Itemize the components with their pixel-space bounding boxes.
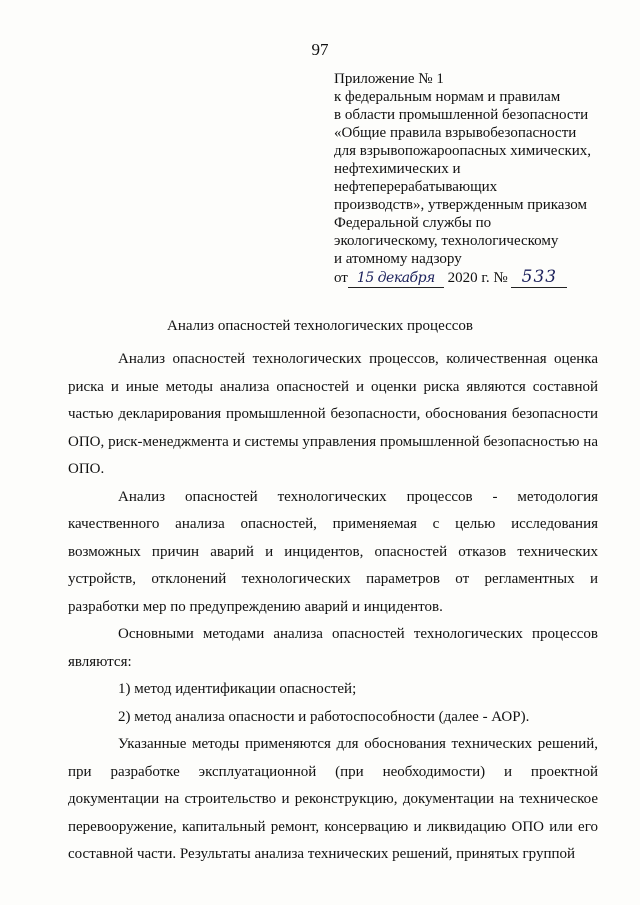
document-body [68, 346, 598, 869]
handwritten-date: 15 декабря [356, 270, 435, 286]
order-year: 2020 г. № [447, 270, 508, 286]
page-number: 97 [311, 40, 329, 59]
paragraph: Анализ опасностей технологических процессов - методология качественного анализа опасностей, применяемая с целью исследования возможных причин аварий и инцидентов, опасностей отказов технических устройств, отклонений технологических параметров от регламентных и разработки мер по предупреждению аварий и инцидентов. [68, 488, 598, 615]
section-heading: Анализ опасностей технологических процессов [166, 318, 474, 334]
appendix-line: к федеральным нормам и правилам [334, 89, 561, 105]
appendix-line: «Общие правила взрывобезопасности [334, 125, 577, 141]
appendix-header [334, 70, 624, 288]
appendix-line: нефтеперерабатывающих [334, 179, 498, 195]
appendix-line: производств», утвержденным приказом [334, 197, 588, 213]
paragraph: Анализ опасностей технологических процессов, количественная оценка риска и иные методы анализа опасностей и оценки риска являются составной частью декларирования промышленной безопасности, обоснования безопасности ОПО, риск-менеджмента и системы управления промышленной безопасностью на ОПО. [68, 351, 598, 477]
handwritten-order-number: 533 [521, 267, 558, 287]
appendix-line: Федеральной службы по [334, 215, 492, 231]
appendix-line: в области промышленной безопасности [334, 107, 589, 123]
appendix-line: для взрывопожароопасных химических, [334, 143, 592, 159]
paragraph: Указанные методы применяются для обоснования технических решений, при разработке эксплуатационной (при необходимости) и проектной документации на строительство и реконструкцию, документации на техническое перевооружение, капитальный ремонт, консервацию и ликвидацию ОПО или его составной части. Результаты анализа технических решений, принятых группой [68, 736, 598, 862]
order-date-line [334, 268, 624, 288]
appendix-line: экологическому, технологическому [334, 233, 559, 249]
date-prefix: от [334, 270, 348, 286]
appendix-line: нефтехимических и [334, 161, 461, 177]
paragraph: Основными методами анализа опасностей технологических процессов являются: [68, 626, 598, 670]
list-item: 1) метод идентификации опасностей; [118, 681, 357, 697]
list-item: 2) метод анализа опасности и работоспособности (далее - АОР). [118, 708, 530, 725]
appendix-title: Приложение № 1 [334, 71, 444, 87]
appendix-line: и атомному надзору [334, 251, 462, 267]
